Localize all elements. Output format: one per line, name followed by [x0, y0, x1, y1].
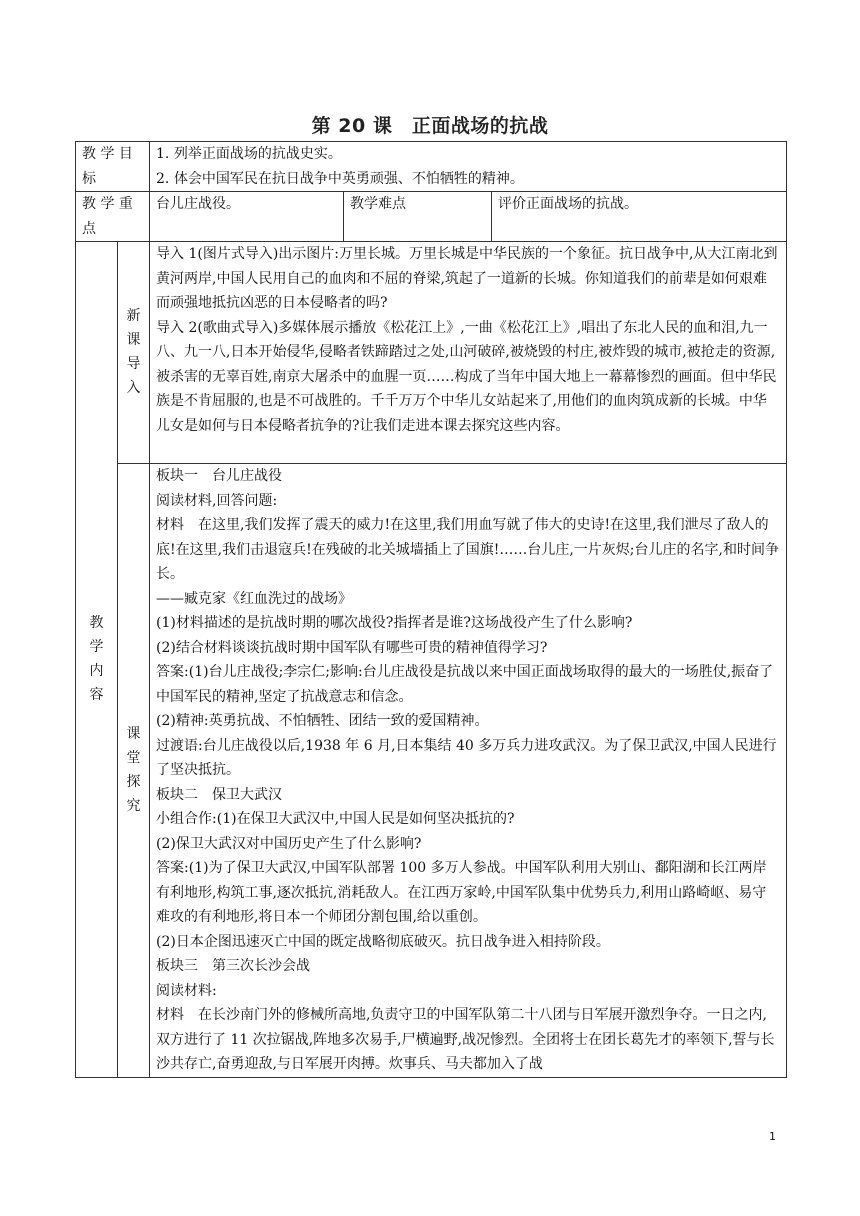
answer-text: (2)精神:英勇抗战、不怕牺牲、团结一致的爱国精神。: [156, 713, 489, 729]
intro-label-cell: [118, 242, 150, 464]
material-source: ——臧克家《红血洗过的战场》: [156, 590, 353, 607]
key-points-label: 教 学 重 点: [76, 192, 150, 242]
material-text: 材料 在这里,我们发挥了震天的威力!在这里,我们用血写就了伟大的史诗!在这里,我们泄尽了敌人的底!在这里,我们击退寇兵!在残破的北关城墙插上了国旗!……台儿庄,一片灰烬;台儿庄的名字,和时间争长。: [156, 517, 779, 582]
intro-paragraph: 导入 2(歌曲式导入)多媒体展示播放《松花江上》,一曲《松花江上》,唱出了东北人民的血和泪,九一八、九一八,日本开始侵华,侵略者铁蹄踏过之处,山河破碎,被烧毁的村庄,被炸毁的城市,被抢走的资源,被杀害的无辜百姓,南京大屠杀中的血腥一页……构成了当年中国大地上一幕幕惨烈的画面。但中华民族是不肯屈服的,也是不可战胜的。千千万万个中华儿女站起来了,用他们的血肉筑成新的长城。中华儿女是如何与日本侵略者抗争的?让我们走进本课去探究这些内容。: [156, 319, 777, 434]
instruction-text: 阅读材料:: [156, 982, 217, 999]
transition-text: 过渡语:台儿庄战役以后,1938 年 6 月,日本集结 40 多万兵力进攻武汉。为了保卫武汉,中国人民进行了坚决抵抗。: [156, 737, 777, 778]
section-heading: 板块三 第三次长沙会战: [156, 958, 311, 974]
objectives-content: [150, 142, 787, 192]
explore-row: [76, 464, 787, 1078]
page-title: 第 20 课 正面战场的抗战: [311, 115, 549, 137]
key-points-row: [76, 192, 787, 242]
material-text: 材料 在长沙南门外的修械所高地,负责守卫的中国军队第二十八团与日军展开激烈争夺。一日之内,双方进行了 11 次拉锯战,阵地多次易手,尸横遍野,战况惨烈。全团将士在团长葛先才的率领下,誓与长沙共存亡,奋勇迎敌,与日军展开肉搏。炊事兵、马夫都加入了战: [156, 1007, 775, 1072]
difficulty-label: 教学难点: [344, 192, 492, 242]
content-label: 教学内容: [89, 615, 104, 703]
intro-label: 新课导入: [126, 308, 141, 397]
instruction-text: 阅读材料,回答问题:: [156, 492, 278, 509]
section-heading: 板块二 保卫大武汉: [156, 786, 283, 803]
intro-row: [76, 242, 787, 464]
question-text: (2)保卫大武汉对中国历史产生了什么影响?: [156, 835, 422, 852]
question-text: (2)结合材料谈谈抗战时期中国军队有哪些可贵的精神值得学习?: [156, 639, 548, 656]
intro-content: [150, 242, 787, 464]
section-heading: 板块一 台儿庄战役: [156, 468, 283, 484]
lesson-plan-table: [75, 141, 787, 1078]
explore-content: [150, 464, 787, 1078]
key-points-value: 台儿庄战役。: [150, 192, 344, 242]
answer-text: 答案:(1)台儿庄战役;李宗仁;影响:台儿庄战役是抗战以来中国正面战场取得的最大的一场胜仗,振奋了中国军民的精神,坚定了抗战意志和信念。: [156, 664, 774, 705]
intro-paragraph: 导入 1(图片式导入)出示图片:万里长城。万里长城是中华民族的一个象征。抗日战争中,从大江南北到黄河两岸,中国人民用自己的血肉和不屈的脊梁,筑起了一道新的长城。你知道我们的前辈是如何艰难而顽强地抵抗凶恶的日本侵略者的吗?: [156, 246, 778, 311]
answer-text: 答案:(1)为了保卫大武汉,中国军队部署 100 多万人参战。中国军队利用大别山、鄱阳湖和长江两岸有利地形,构筑工事,逐次抵抗,消耗敌人。在江西万家岭,中国军队集中优势兵力,利用山路崎岖、易守难攻的有利地形,将日本一个师团分割包围,给以重创。: [156, 860, 767, 925]
objectives-label: 教 学 目 标: [76, 142, 150, 192]
content-label-cell: [76, 242, 118, 1078]
explore-label-cell: [118, 464, 150, 1078]
objective-item: 2. 体会中国军民在抗日战争中英勇顽强、不怕牺牲的精神。: [156, 170, 524, 187]
question-text: (1)材料描述的是抗战时期的哪次战役?指挥者是谁?这场战役产生了什么影响?: [156, 615, 633, 631]
explore-label: 课堂探究: [126, 726, 141, 814]
objective-item: 1. 列举正面战场的抗战史实。: [156, 146, 342, 162]
answer-text: (2)日本企图迅速灭亡中国的既定战略彻底破灭。抗日战争进入相持阶段。: [156, 933, 610, 950]
question-text: 小组合作:(1)在保卫大武汉中,中国人民是如何坚决抵抗的?: [156, 811, 515, 827]
difficulty-value: 评价正面战场的抗战。: [492, 192, 787, 242]
page-number: 1: [769, 1130, 776, 1143]
objectives-row: [76, 142, 787, 192]
